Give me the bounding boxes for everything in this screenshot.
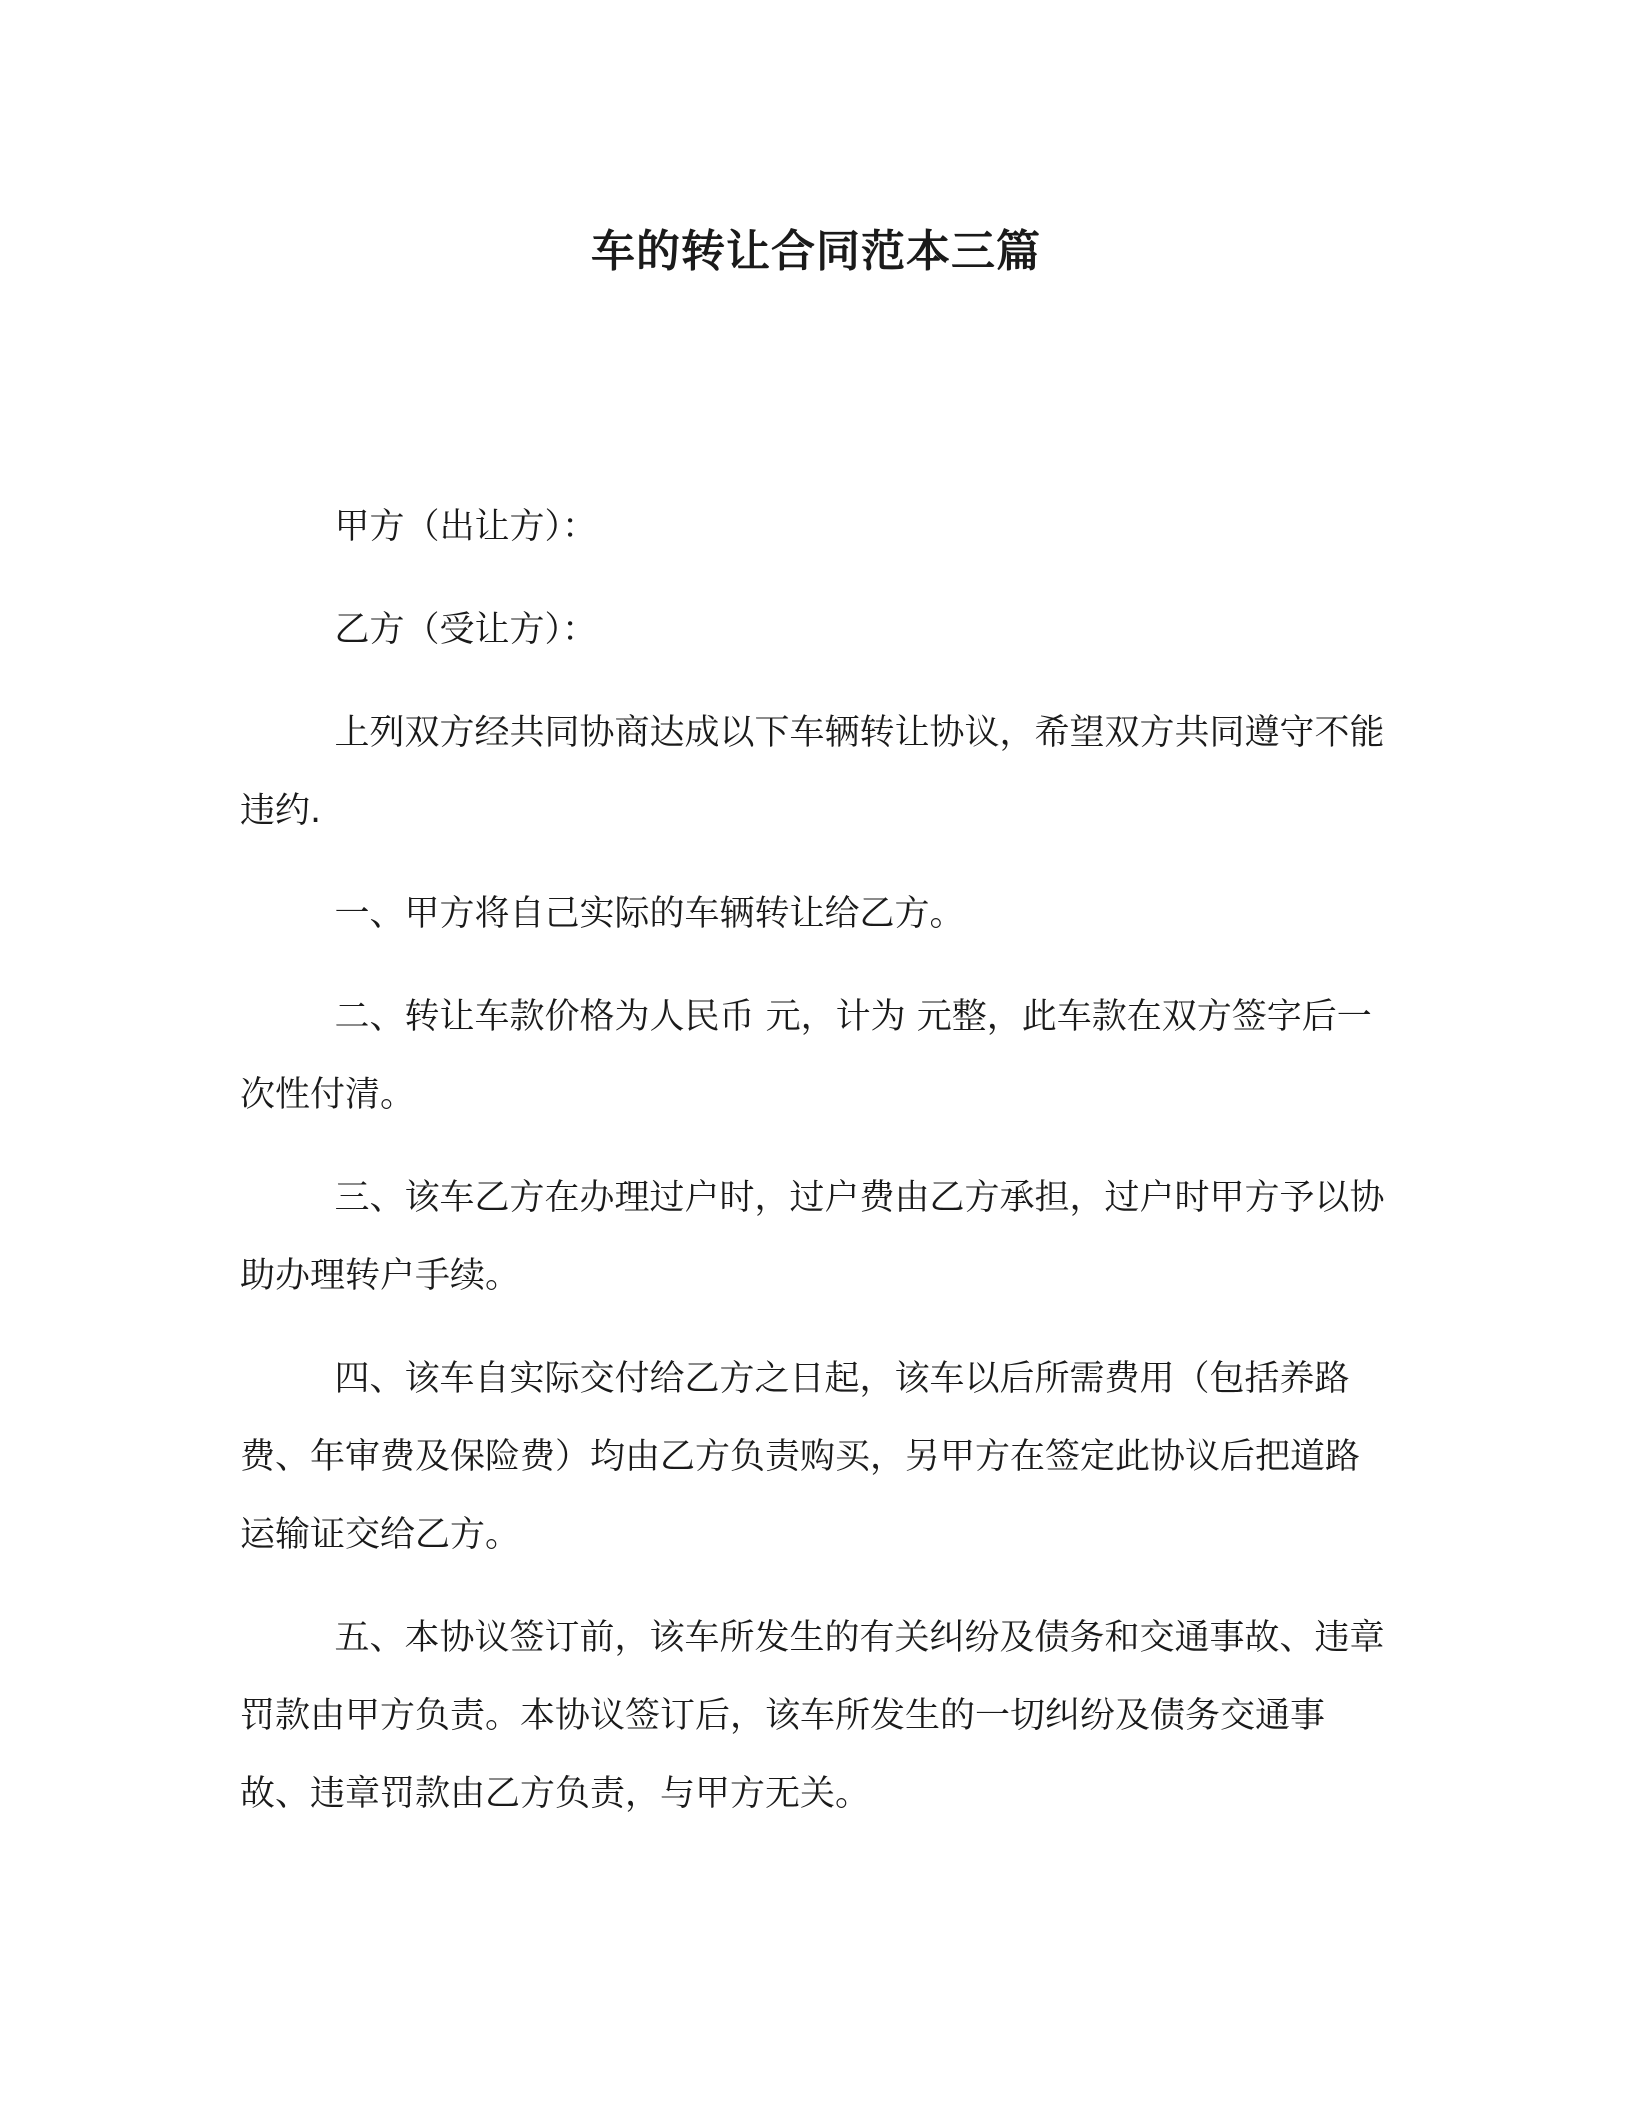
document-title: 车的转让合同范本三篇 [591,226,1041,277]
clause-1: 一、甲方将自己实际的车辆转让给乙方。 [334,894,965,934]
party-b-line: 乙方（受让方）： [334,610,598,650]
clause-3: 三、该车乙方在办理过户时，过户费由乙方承担，过户时甲方予以协助办理转户手续。 [240,1178,1385,1296]
clause-2: 二、转让车款价格为人民币 元，计为 元整，此车款在双方签字后一次性付清。 [240,997,1372,1115]
clause-4: 四、该车自实际交付给乙方之日起，该车以后所需费用（包括养路费、年审费及保险费）均由乙方负责购买，另甲方在签定此协议后把道路运输证交给乙方。 [240,1359,1361,1555]
intro-paragraph: 上列双方经共同协商达成以下车辆转让协议，希望双方共同遵守不能违约. [240,713,1385,831]
party-a-line: 甲方（出让方）： [334,507,598,547]
document-body [240,488,1390,1858]
clause-5: 五、本协议签订前，该车所发生的有关纠纷及债务和交通事故、违章罚款由甲方负责。本协议签订后，该车所发生的一切纠纷及债务交通事故、违章罚款由乙方负责，与甲方无关。 [240,1618,1385,1814]
